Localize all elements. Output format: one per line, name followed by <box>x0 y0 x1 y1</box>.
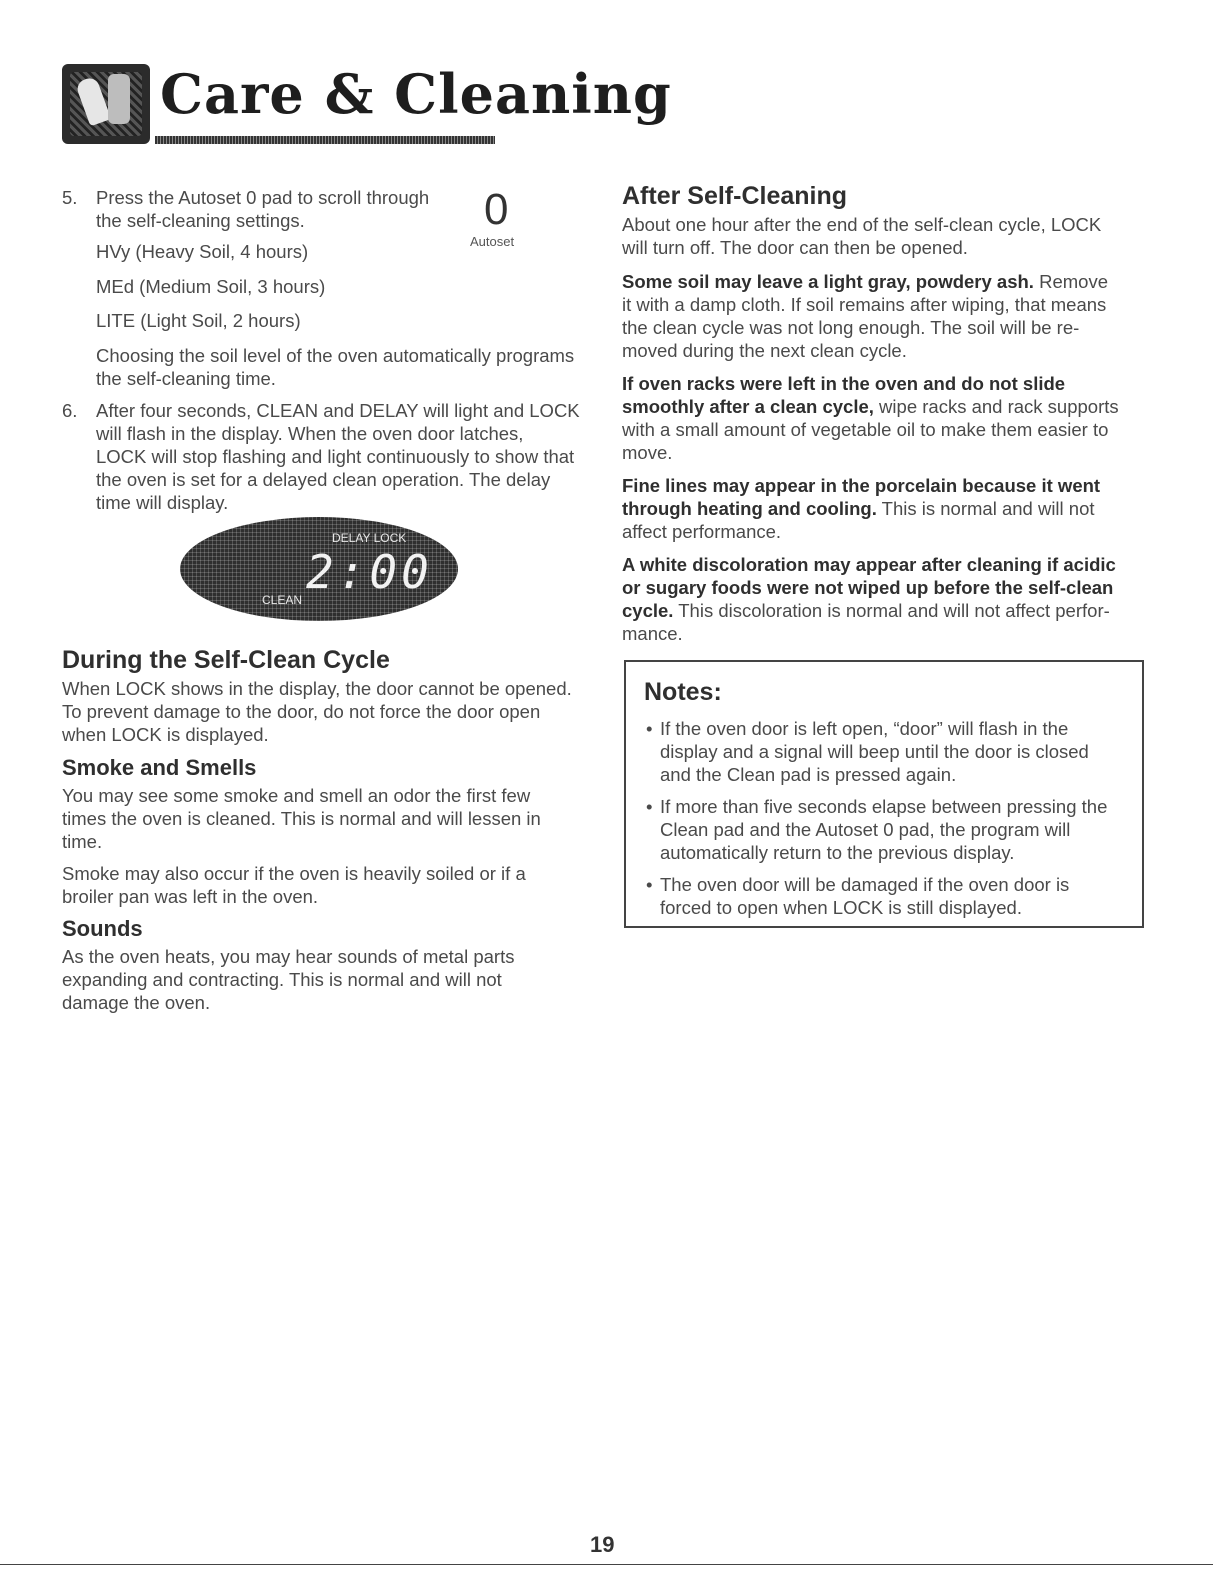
title-underline <box>155 136 495 144</box>
subsection-heading: Smoke and Smells <box>62 755 257 780</box>
paragraph-text: Remove <box>1033 271 1108 292</box>
paragraph-line: move. <box>622 442 673 463</box>
paragraph-line: the clean cycle was not long enough. The soil will be re- <box>622 317 1080 338</box>
soil-option: MEd (Medium Soil, 3 hours) <box>96 276 326 297</box>
paragraph-line: mance. <box>622 623 683 644</box>
note-line <box>646 795 1107 818</box>
paragraph-line <box>622 270 1108 293</box>
page-title: Care & Cleaning <box>160 62 672 126</box>
step-text: time will display. <box>96 492 229 513</box>
step-text: will flash in the display. When the oven door latches, <box>96 423 524 444</box>
paragraph-line: damage the oven. <box>62 992 211 1013</box>
paragraph-line: with a small amount of vegetable oil to make them easier to <box>622 419 1109 440</box>
cleaning-supplies-icon <box>62 64 150 144</box>
soil-option: LITE (Light Soil, 2 hours) <box>96 310 301 331</box>
paragraph-line: will turn off. The door can then be opened. <box>622 237 968 258</box>
footer-rule <box>0 1564 1213 1565</box>
step-text: Choosing the soil level of the oven automatically programs <box>96 345 575 366</box>
paragraph-line <box>622 395 1119 418</box>
step-text: LOCK will stop flashing and light continuously to show that <box>96 446 575 467</box>
autoset-key-label: Autoset <box>470 234 515 249</box>
bold-lead: If oven racks were left in the oven and do not slide <box>622 373 1066 394</box>
oven-display <box>180 517 458 621</box>
paragraph-text: This discoloration is normal and will not affect perfor- <box>673 600 1110 621</box>
step-text: the self-cleaning settings. <box>96 210 305 231</box>
display-label-clean: CLEAN <box>262 593 303 607</box>
bold-lead: or sugary foods were not wiped up before the self-clean <box>622 577 1114 598</box>
step-text: After four seconds, CLEAN and DELAY will light and LOCK <box>96 400 580 421</box>
bold-lead: Fine lines may appear in the porcelain because it went <box>622 475 1101 496</box>
paragraph-line: About one hour after the end of the self-clean cycle, LOCK <box>622 214 1102 235</box>
soil-option: HVy (Heavy Soil, 4 hours) <box>96 241 309 262</box>
paragraph-line: expanding and contracting. This is normal and will not <box>62 969 502 990</box>
bold-lead: cycle. <box>622 600 674 621</box>
autoset-key-glyph: 0 <box>484 185 509 234</box>
display-label-delay-lock: DELAY LOCK <box>332 531 407 545</box>
paragraph-text: wipe racks and rack supports <box>873 396 1119 417</box>
step-text: the self-cleaning time. <box>96 368 276 389</box>
paragraph-line: times the oven is cleaned. This is normal and will lessen in <box>62 808 541 829</box>
note-line <box>646 873 1069 896</box>
section-heading: After Self-Cleaning <box>622 182 848 210</box>
page-number: 19 <box>590 1532 615 1557</box>
paragraph-line: when LOCK is displayed. <box>62 724 269 745</box>
step-text: Press the Autoset 0 pad to scroll through <box>96 187 430 208</box>
note-line: display and a signal will beep until the door is closed <box>660 741 1089 762</box>
bold-lead: Some soil may leave a light gray, powdery ash. <box>622 271 1034 292</box>
bullet-icon: • <box>646 718 653 739</box>
subsection-heading: Sounds <box>62 916 143 941</box>
step-number: 6. <box>62 400 78 421</box>
paragraph-line: When LOCK shows in the display, the door cannot be opened. <box>62 678 572 699</box>
note-text: The oven door will be damaged if the oven door is <box>660 874 1070 895</box>
bold-lead: smoothly after a clean cycle, <box>622 396 874 417</box>
paragraph-line: it with a damp cloth. If soil remains after wiping, that means <box>622 294 1107 315</box>
notes-box <box>624 660 1144 928</box>
bold-lead: A white discoloration may appear after cleaning if acidic <box>622 554 1116 575</box>
note-text: If more than five seconds elapse between pressing the <box>660 796 1108 817</box>
step-text: the oven is set for a delayed clean operation. The delay <box>96 469 551 490</box>
step-number: 5. <box>62 187 78 208</box>
paragraph-line: affect performance. <box>622 521 782 542</box>
note-text: If the oven door is left open, “door” will flash in the <box>660 718 1069 739</box>
section-heading: During the Self-Clean Cycle <box>62 646 390 674</box>
paragraph-line: broiler pan was left in the oven. <box>62 886 319 907</box>
note-line <box>646 717 1068 740</box>
paragraph-line: As the oven heats, you may hear sounds of metal parts <box>62 946 515 967</box>
notes-title: Notes: <box>644 678 722 706</box>
paragraph-line: time. <box>62 831 103 852</box>
bold-lead: through heating and cooling. <box>622 498 877 519</box>
paragraph-text: This is normal and will not <box>876 498 1095 519</box>
bullet-icon: • <box>646 874 653 895</box>
paragraph-line <box>622 599 1110 622</box>
note-line: and the Clean pad is pressed again. <box>660 764 957 785</box>
paragraph-line <box>622 497 1095 520</box>
note-line: Clean pad and the Autoset 0 pad, the program will <box>660 819 1071 840</box>
paragraph-line: moved during the next clean cycle. <box>622 340 907 361</box>
paragraph-line: Smoke may also occur if the oven is heavily soiled or if a <box>62 863 526 884</box>
bullet-icon: • <box>646 796 653 817</box>
display-time: 2:00 <box>306 545 433 599</box>
paragraph-line: To prevent damage to the door, do not force the door open <box>62 701 541 722</box>
paragraph-line: You may see some smoke and smell an odor the first few <box>62 785 531 806</box>
note-line: automatically return to the previous display. <box>660 842 1015 863</box>
note-line: forced to open when LOCK is still displayed. <box>660 897 1022 918</box>
